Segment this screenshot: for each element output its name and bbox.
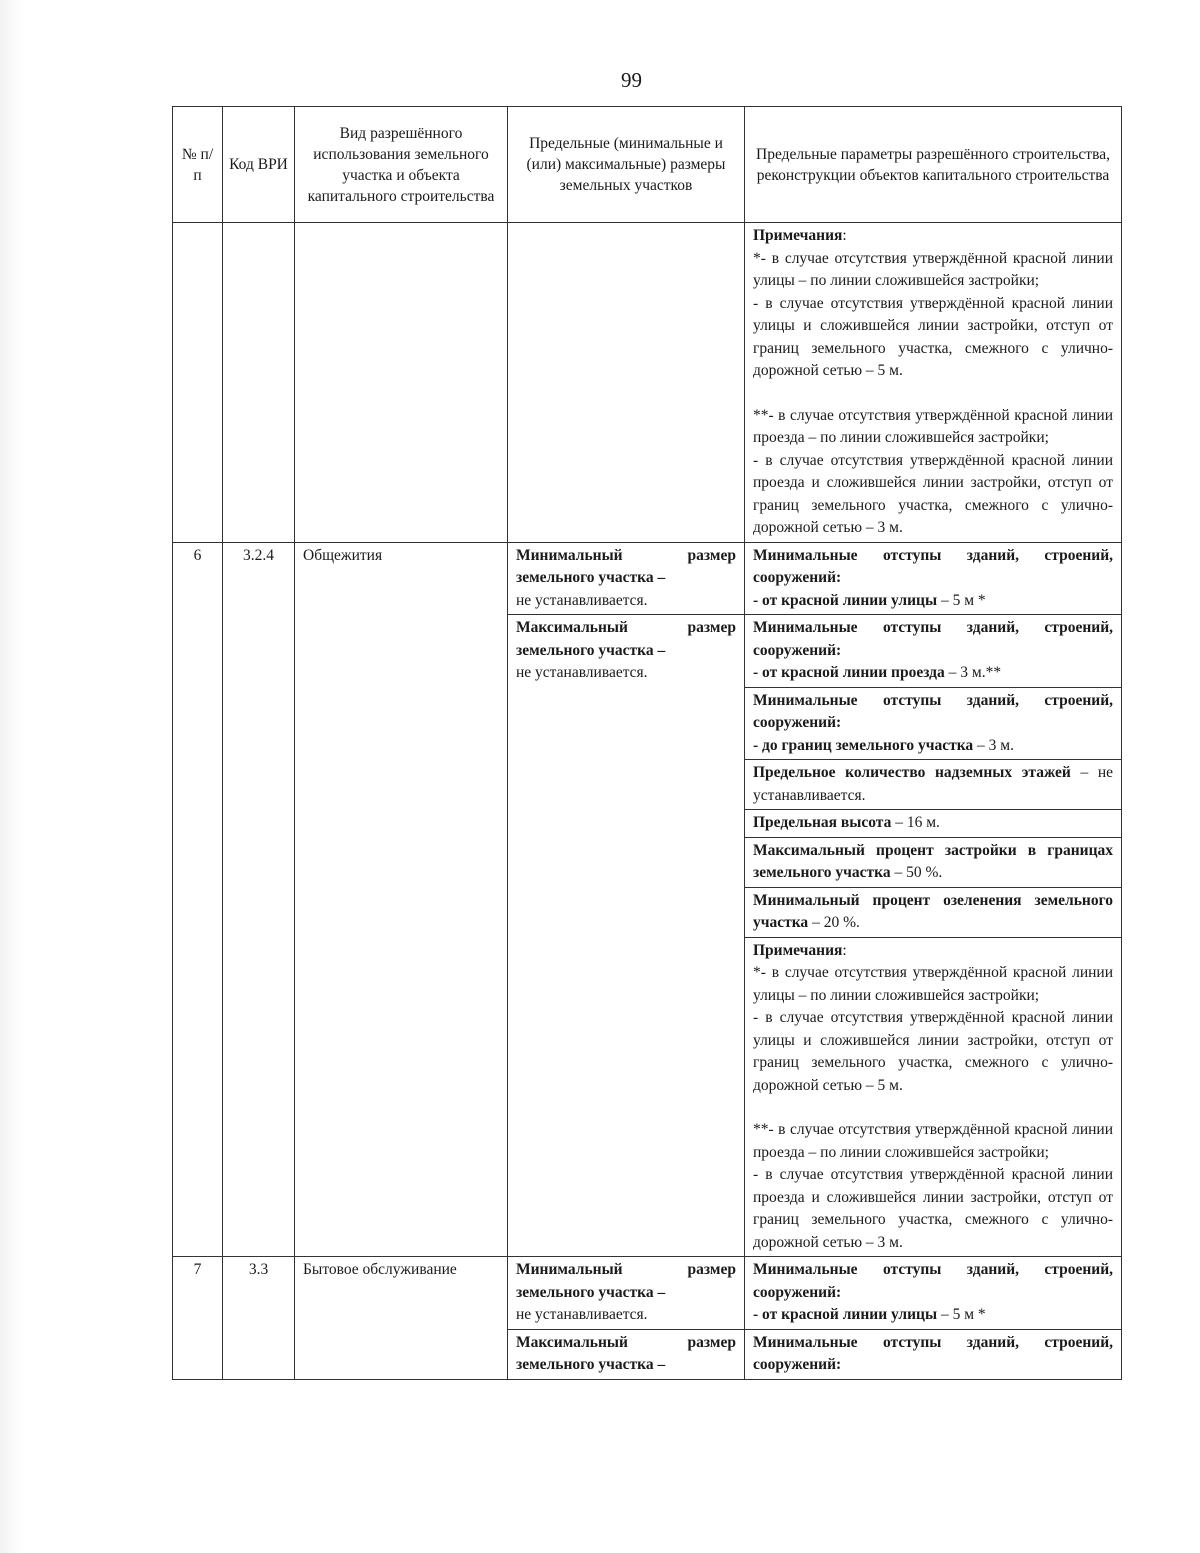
row-name: Бытовое обслуживание <box>295 1257 508 1380</box>
row-name: Общежития <box>295 542 508 1257</box>
note-line: **- в случае отсутствия утверждённой красной линии проезда – по линии сложившейся застройки; <box>753 406 1113 446</box>
note-line: - в случае отсутствия утверждённой красной линии проезда и сложившейся линии застройки, отступ от границ земельного участка, смежного с улично-дорожной сетью – 3 м. <box>753 1166 1113 1251</box>
param-cell: Максимальный процент застройки в границах земельного участка – 50 %. <box>745 837 1122 887</box>
param-cell: Предельная высота – 16 м. <box>745 810 1122 838</box>
note-line: *- в случае отсутствия утверждённой красной линии улицы – по линии сложившейся застройки; <box>753 964 1113 1004</box>
param-cell: Минимальные отступы зданий, строений, сооружений: <box>745 1329 1122 1379</box>
header-code: Код ВРИ <box>223 107 295 223</box>
table-row <box>173 1257 1122 1330</box>
note-line: *- в случае отсутствия утверждённой красной линии улицы – по линии сложившейся застройки; <box>753 249 1113 289</box>
table-header-row <box>173 107 1122 223</box>
header-num: № п/п <box>173 107 223 223</box>
notes-title: Примечания <box>753 227 843 244</box>
param-cell: Минимальные отступы зданий, строений, сооружений: - от красной линии улицы – 5 м * <box>745 542 1122 615</box>
notes-cell: Примечания: *- в случае отсутствия утверждённой красной линии улицы – по линии сложившейся застройки; - в случае отсутствия утверждённой красной линии улицы и сложившейся линии застройки, отступ от границ земельного участка, смежного с улично-дорожной сетью – 5 м. **- в случае отсутствия утверждённой красной линии проезда – по линии сложившейся застройки; - в случае отсутствия утверждённой красной линии проезда и сложившейся линии застройки, отступ от границ земельного участка, смежного с улично-дорожной сетью – 3 м. <box>745 937 1122 1257</box>
param-cell: Минимальные отступы зданий, строений, сооружений: - от красной линии улицы – 5 м * <box>745 1257 1122 1330</box>
max-size-cell: Максимальный размер земельного участка – <box>508 1329 745 1379</box>
header-params: Предельные параметры разрешённого строительства, реконструкции объектов капитального строительства <box>745 107 1122 223</box>
table-row <box>173 223 1122 543</box>
row-number: 6 <box>173 542 223 1257</box>
row-number: 7 <box>173 1257 223 1380</box>
note-line: - в случае отсутствия утверждённой красной линии улицы и сложившейся линии застройки, отступ от границ земельного участка, смежного с улично-дорожной сетью – 5 м. <box>753 1009 1113 1094</box>
notes-title: Примечания <box>753 941 843 959</box>
param-cell: Предельное количество надземных этажей – не устанавливается. <box>745 760 1122 810</box>
page-number: 99 <box>621 68 642 92</box>
table-row <box>173 542 1122 615</box>
min-size-cell: Минимальный размер земельного участка – не устанавливается. <box>508 542 745 615</box>
row-code: 3.2.4 <box>223 542 295 1257</box>
row-code: 3.3 <box>223 1257 295 1380</box>
regulations-table <box>172 106 1122 1380</box>
notes-cell: Примечания: *- в случае отсутствия утверждённой красной линии улицы – по линии сложившейся застройки; - в случае отсутствия утверждённой красной линии улицы и сложившейся линии застройки, отступ от границ земельного участка, смежного с улично-дорожной сетью – 5 м. **- в случае отсутствия утверждённой красной линии проезда – по линии сложившейся застройки; - в случае отсутствия утверждённой красной линии проезда и сложившейся линии застройки, отступ от границ земельного участка, смежного с улично-дорожной сетью – 3 м. <box>745 223 1122 543</box>
header-kind: Вид разрешённого использования земельного участка и объекта капитального строительства <box>295 107 508 223</box>
param-cell: Минимальный процент озеленения земельного участка – 20 %. <box>745 887 1122 937</box>
scan-edge <box>0 0 26 1553</box>
note-line: - в случае отсутствия утверждённой красной линии улицы и сложившейся линии застройки, отступ от границ земельного участка, смежного с улично-дорожной сетью – 5 м. <box>753 294 1113 379</box>
param-cell: Минимальные отступы зданий, строений, сооружений: - от красной линии проезда – 3 м.** <box>745 615 1122 688</box>
param-cell: Минимальные отступы зданий, строений, сооружений: - до границ земельного участка – 3 м. <box>745 687 1122 760</box>
min-size-cell: Минимальный размер земельного участка – не устанавливается. <box>508 1257 745 1330</box>
header-sizes: Предельные (минимальные и (или) максимальные) размеры земельных участков <box>508 107 745 223</box>
note-line: **- в случае отсутствия утверждённой красной линии проезда – по линии сложившейся застройки; <box>753 1121 1113 1161</box>
note-line: - в случае отсутствия утверждённой красной линии проезда и сложившейся линии застройки, отступ от границ земельного участка, смежного с улично-дорожной сетью – 3 м. <box>753 451 1113 536</box>
max-size-cell: Максимальный размер земельного участка – не устанавливается. <box>508 615 745 1257</box>
